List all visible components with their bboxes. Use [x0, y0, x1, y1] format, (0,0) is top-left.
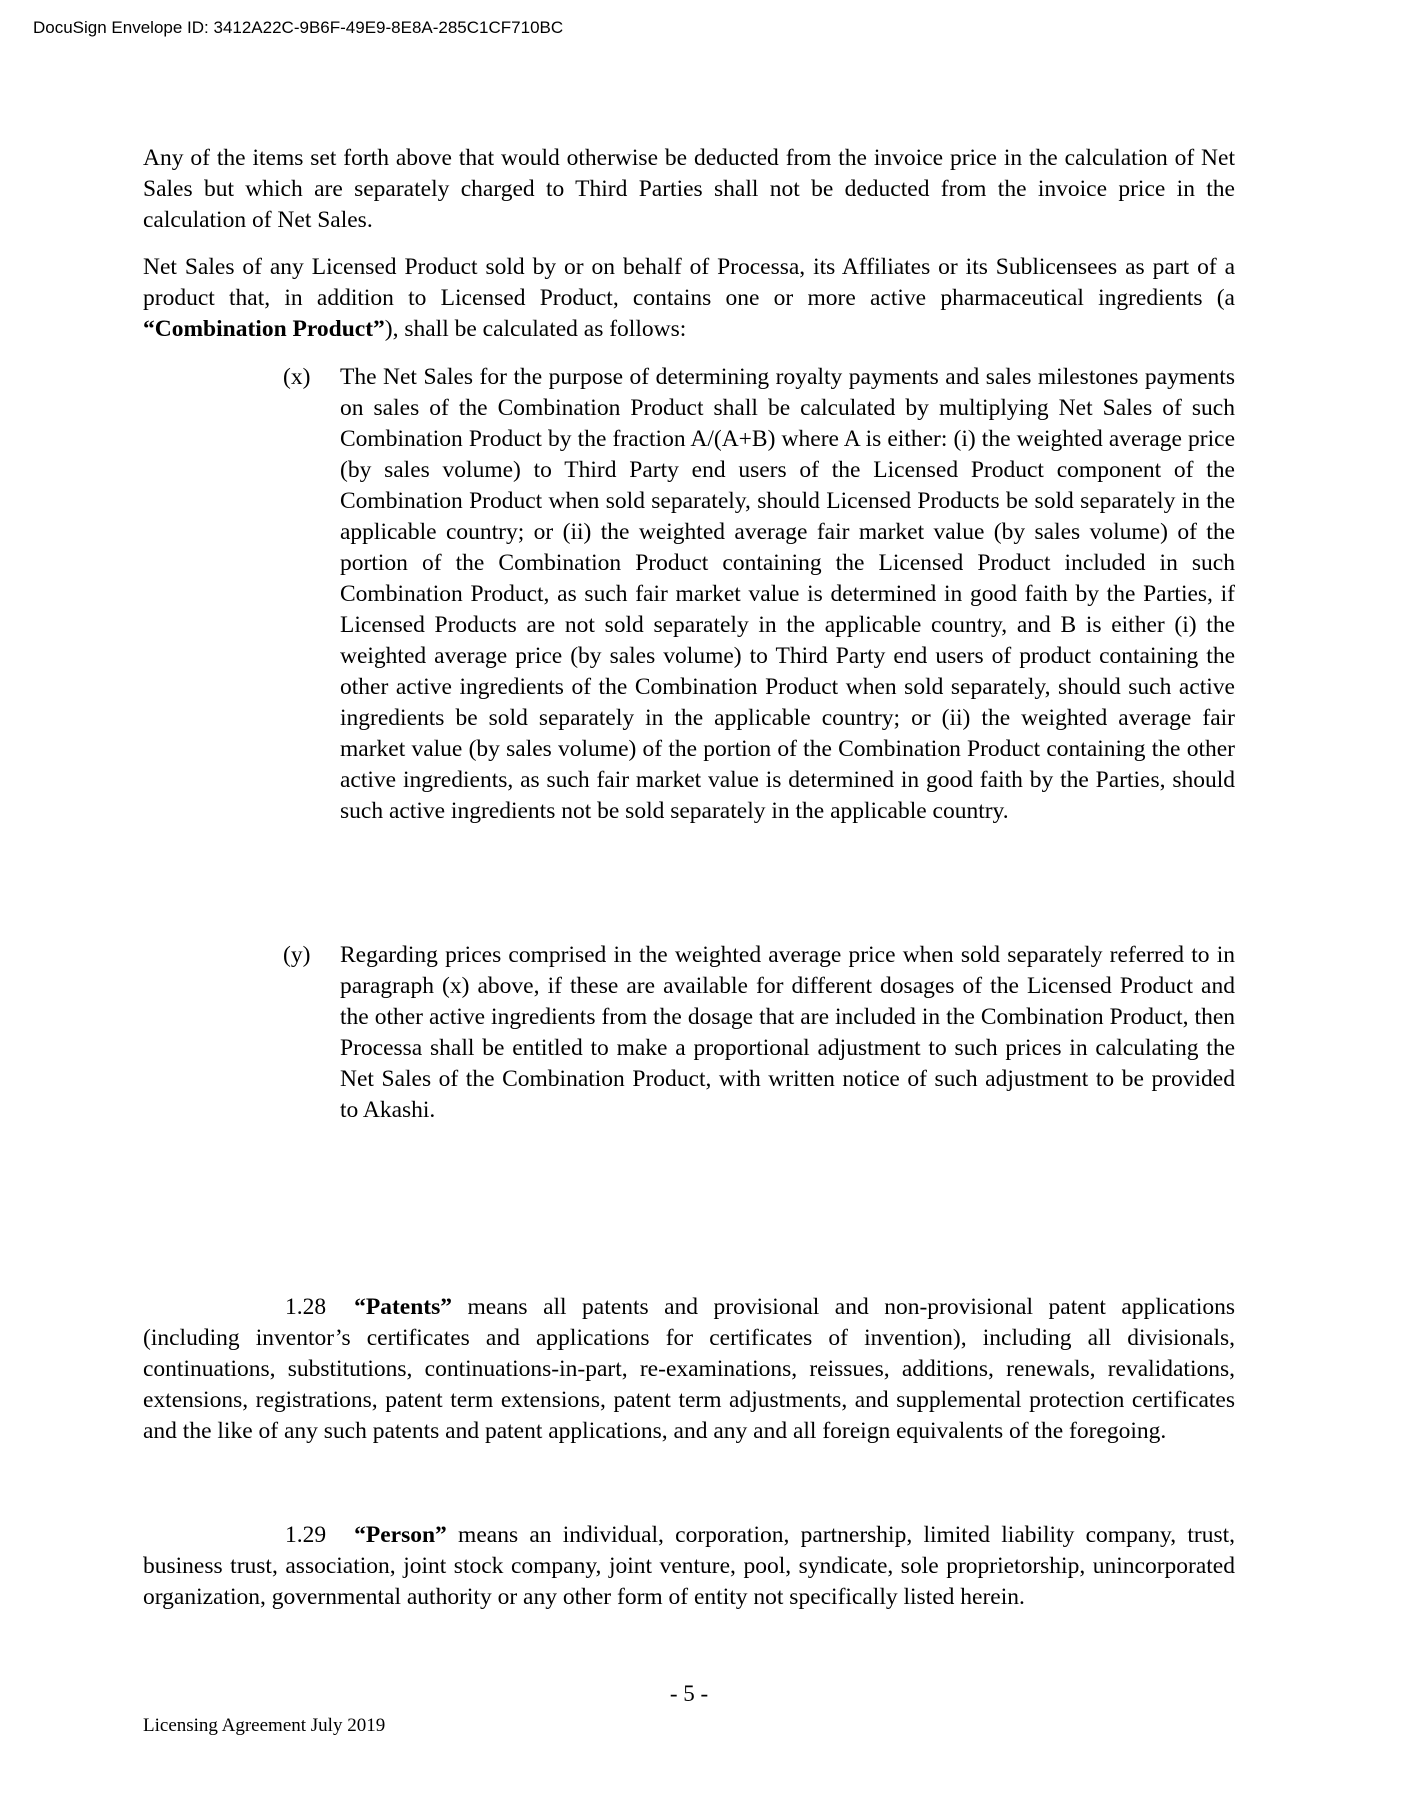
- clause-y: [143, 940, 1235, 1126]
- paragraph-combination-product-definition: [143, 252, 1235, 345]
- paragraph-net-sales-deductions: Any of the items set forth above that would otherwise be deducted from the invoice price in the calculation of Net Sales but which are separately charged to Third Parties shall not be deducted from the invoice price in the calculation of Net Sales.: [143, 145, 1235, 233]
- paragraph-combination-product-suffix: ), shall be calculated as follows:: [384, 316, 687, 342]
- section-1-29-number: 1.29: [285, 1522, 327, 1548]
- section-1-29-text: means an individual, corporation, partnership, limited liability company, trust, business trust, association, joint stock company, joint venture, pool, syndicate, sole proprietorship, unincorporated organization, governmental authority or any other form of entity not specifically listed herein.: [143, 1522, 1235, 1610]
- patents-term: “Patents”: [354, 1294, 453, 1320]
- section-1-29-person: [143, 1520, 1235, 1613]
- combination-product-term: “Combination Product”: [143, 316, 385, 342]
- person-term: “Person”: [354, 1522, 447, 1548]
- clause-x-text: The Net Sales for the purpose of determining royalty payments and sales milestones payments on sales of the Combination Product shall be calculated by multiplying Net Sales of such Combination Product by the fraction A/(A+B) where A is either: (i) the weighted average price (by sales volume) to Third Party end users of the Licensed Product component of the Combination Product when sold separately, should Licensed Products be sold separately in the applicable country; or (ii) the weighted average fair market value (by sales volume) of the portion of the Combination Product containing the Licensed Product included in such Combination Product, as such fair market value is determined in good faith by the Parties, if Licensed Products are not sold separately in the applicable country, and B is either (i) the weighted average price (by sales volume) to Third Party end users of product containing the other active ingredients of the Combination Product when sold separately, should such active ingredients be sold separately in the applicable country; or (ii) the weighted average fair market value (by sales volume) of the portion of the Combination Product containing the other active ingredients, as such fair market value is determined in good faith by the Parties, should such active ingredients not be sold separately in the applicable country.: [340, 364, 1235, 824]
- clause-x: [143, 362, 1235, 827]
- section-1-28-number: 1.28: [285, 1294, 327, 1320]
- page-number: - 5 -: [669, 1681, 709, 1706]
- clause-x-label: (x): [283, 364, 311, 390]
- footer-note: Licensing Agreement July 2019: [143, 1715, 386, 1736]
- section-1-28-patents: [143, 1292, 1235, 1447]
- paragraph-combination-product-prefix: Net Sales of any Licensed Product sold by or on behalf of Processa, its Affiliates or its Sublicensees as part of a product that, in addition to Licensed Product, contains one or more active pharmaceutical ingredients (a: [143, 254, 1235, 311]
- section-1-28-text: means all patents and provisional and non-provisional patent applications (including inventor’s certificates and applications for certificates of invention), including all divisionals, continuations, substitutions, continuations-in-part, re-examinations, reissues, additions, renewals, revalidations, extensions, registrations, patent term extensions, patent term adjustments, and supplemental protection certificates and the like of any such patents and patent applications, and any and all foreign equivalents of the foregoing.: [143, 1294, 1235, 1444]
- docusign-envelope-id: DocuSign Envelope ID: 3412A22C-9B6F-49E9-8E8A-285C1CF710BC: [33, 18, 564, 37]
- clause-y-text: Regarding prices comprised in the weighted average price when sold separately referred to in paragraph (x) above, if these are available for different dosages of the Licensed Product and the other active ingredients from the dosage that are included in the Combination Product, then Processa shall be entitled to make a proportional adjustment to such prices in calculating the Net Sales of the Combination Product, with written notice of such adjustment to be provided to Akashi.: [340, 942, 1235, 1123]
- clause-y-label: (y): [283, 942, 311, 968]
